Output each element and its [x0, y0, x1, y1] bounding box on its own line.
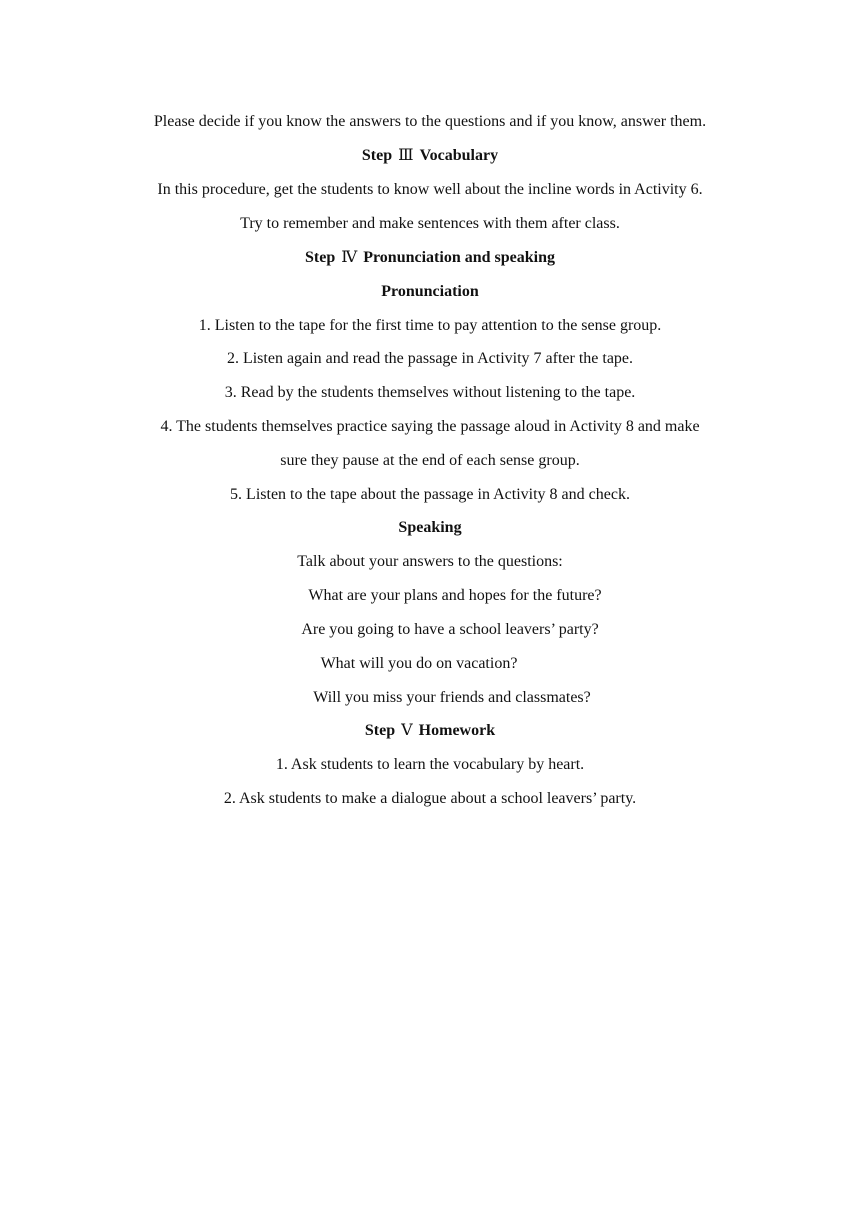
step4-heading	[0, 248, 860, 268]
step5-heading	[0, 721, 860, 741]
speaking-question: Are you going to have a school leavers’ party?	[301, 621, 599, 638]
step3-heading	[0, 146, 860, 166]
homework-item: 1. Ask students to learn the vocabulary by heart.	[275, 756, 585, 773]
pronunciation-item: 5. Listen to the tape about the passage in Activity 8 and check.	[230, 486, 630, 503]
intro-text: Please decide if you know the answers to the questions and if you know, answer them.	[153, 113, 707, 130]
pronunciation-item-continuation: sure they pause at the end of each sense group.	[280, 452, 580, 469]
step4-word: Step	[305, 249, 336, 266]
speaking-intro: Talk about your answers to the questions:	[297, 553, 563, 570]
step3-title: Vocabulary	[419, 147, 499, 164]
pronunciation-item: 3. Read by the students themselves without listening to the tape.	[224, 384, 636, 401]
pronunciation-heading: Pronunciation	[381, 283, 479, 300]
step4-title: Pronunciation and speaking	[363, 249, 555, 266]
step5-numeral: Ⅴ	[401, 722, 413, 739]
step3-word: Step	[361, 147, 393, 164]
speaking-question: What will you do on vacation?	[320, 655, 518, 672]
step3-line2: Try to remember and make sentences with them after class.	[240, 215, 620, 232]
pronunciation-item: 1. Listen to the tape for the first time to pay attention to the sense group.	[198, 317, 662, 334]
speaking-question: What are your plans and hopes for the future?	[308, 587, 602, 604]
step5-title: Homework	[418, 722, 496, 739]
speaking-question: Will you miss your friends and classmates?	[313, 689, 591, 706]
homework-item: 2. Ask students to make a dialogue about a school leavers’ party.	[223, 790, 637, 807]
speaking-heading: Speaking	[398, 519, 462, 536]
step4-numeral: Ⅳ	[341, 249, 358, 266]
pronunciation-item: 4. The students themselves practice saying the passage aloud in Activity 8 and make	[160, 418, 700, 435]
step5-word: Step	[364, 722, 396, 739]
step3-line1: In this procedure, get the students to know well about the incline words in Activity 6.	[157, 181, 703, 198]
pronunciation-item: 2. Listen again and read the passage in Activity 7 after the tape.	[226, 350, 634, 367]
step3-numeral: Ⅲ	[398, 147, 414, 164]
